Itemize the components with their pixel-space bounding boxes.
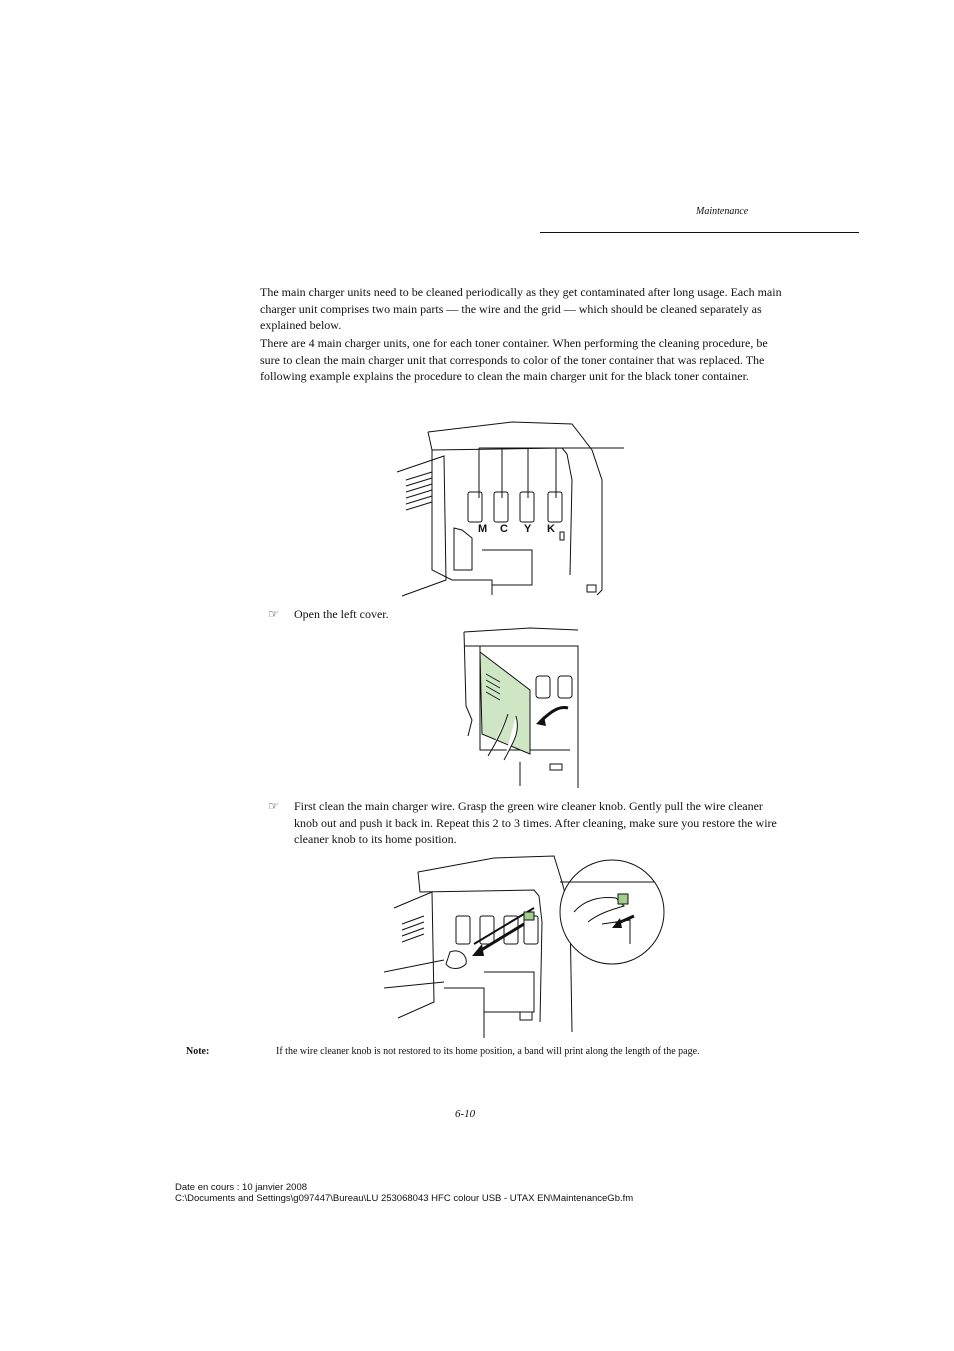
wire-cleaner-knob <box>524 912 534 920</box>
figure1-label-k: K <box>547 523 555 535</box>
step-text: First clean the main charger wire. Grasp the green wire cleaner knob. Gently pull the wire cleaner knob out and push it back in. Repeat this 2 to 3 times. After cleaning, make sure you restore the wire cleaner knob to its home position. <box>294 799 777 846</box>
figure1-label-y: Y <box>524 523 532 535</box>
page-number: 6-10 <box>455 1108 476 1120</box>
footer-date: Date en cours : 10 janvier 2008 <box>175 1182 308 1193</box>
footer-path: C:\Documents and Settings\g097447\Bureau\LU 253068043 HFC colour USB - UTAX EN\MaintenanceGb.fm <box>175 1193 634 1204</box>
note-text: If the wire cleaner knob is not restored to its home position, a band will print along the length of the page. <box>276 1046 700 1057</box>
step-text: Open the left cover. <box>294 607 389 621</box>
figure-charger-units <box>392 420 642 602</box>
intro-paragraph-2: There are 4 main charger units, one for each toner container. When performing the cleaning procedure, be sure to clean the main charger unit that corresponds to color of the toner container that was replaced. The following example explains the procedure to clean the main charger unit for the black toner container. <box>260 336 768 383</box>
pointing-hand-icon: ☞ <box>268 799 279 813</box>
left-cover-panel <box>480 652 530 754</box>
header-section-title: Maintenance <box>696 206 749 217</box>
pointing-hand-icon: ☞ <box>268 607 279 621</box>
figure-open-left-cover <box>460 626 584 790</box>
figure1-label-m: M <box>478 523 488 535</box>
figure1-label-c: C <box>500 523 508 535</box>
intro-paragraph-1: The main charger units need to be cleaned periodically as they get contaminated after long usage. Each main charger unit comprises two main parts — the wire and the grid — which should be cleaned separately as explained below. <box>260 285 782 332</box>
detail-magnifier <box>560 860 664 964</box>
note-label: Note: <box>186 1046 210 1057</box>
figure-wire-cleaner <box>384 852 666 1038</box>
header-rule <box>540 232 859 233</box>
